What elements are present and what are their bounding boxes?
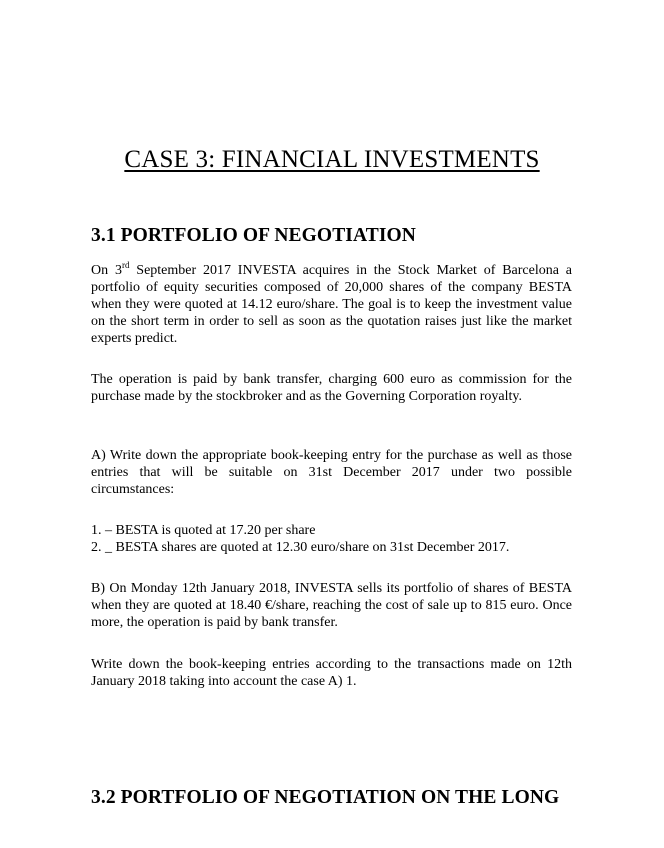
paragraph-payment: The operation is paid by bank transfer, charging 600 euro as commission for the purchase made by the stockbroker and as the Governing Corporation royalty. <box>91 372 572 404</box>
section-heading-3-2: 3.2 PORTFOLIO OF NEGOTIATION ON THE LONG <box>91 787 560 808</box>
paragraph-instructions: Write down the book-keeping entries according to the transactions made on 12th January 2018 taking into account the case A) 1. <box>91 657 572 689</box>
list-item-1: 1. – BESTA is quoted at 17.20 per share <box>91 523 316 538</box>
list-item-2: 2. _ BESTA shares are quoted at 12.30 euro/share on 31st December 2017. <box>91 540 510 555</box>
section-heading-3-1: 3.1 PORTFOLIO OF NEGOTIATION <box>91 225 416 246</box>
paragraph-acquisition-text: September 2017 INVESTA acquires in the Stock Market of Barcelona a portfolio of equity securities composed of 20,000 shares of the company BESTA when they were quoted at 14.12 euro/share. The goal is to keep the investment value on the short term in order to sell as soon as the quotation raises just like the market experts predict. <box>91 263 572 346</box>
document-title: CASE 3: FINANCIAL INVESTMENTS <box>124 146 540 173</box>
paragraph-acquisition-prefix: On 3 <box>91 263 122 278</box>
paragraph-acquisition <box>91 262 572 347</box>
paragraph-task-a: A) Write down the appropriate book-keeping entry for the purchase as well as those entries that will be suitable on 31st December 2017 under two possible circumstances: <box>91 448 572 497</box>
ordinal-suffix: rd <box>121 260 130 270</box>
paragraph-task-b: B) On Monday 12th January 2018, INVESTA sells its portfolio of shares of BESTA when they are quoted at 18.40 €/share, reaching the cost of sale up to 815 euro. Once more, the operation is paid by bank transfer. <box>91 581 572 630</box>
